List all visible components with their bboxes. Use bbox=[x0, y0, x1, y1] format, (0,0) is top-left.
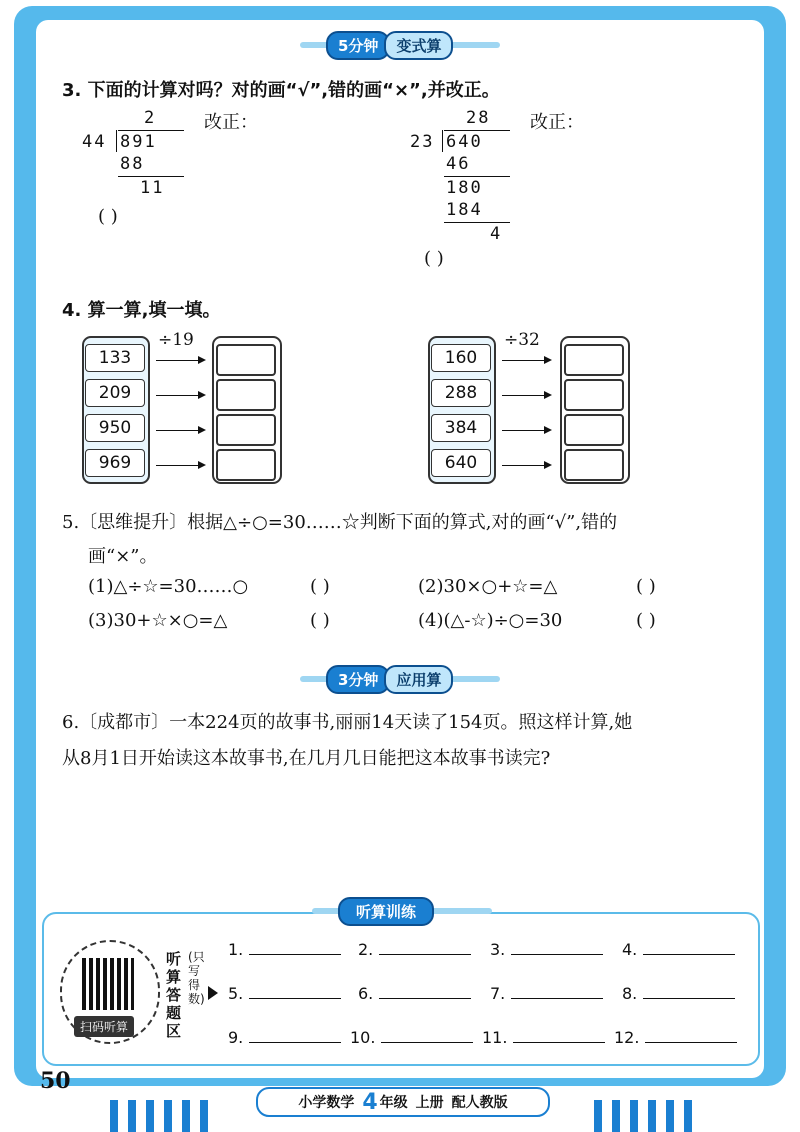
q4-right-answer-box[interactable] bbox=[564, 379, 624, 411]
decor-stripe bbox=[110, 1100, 118, 1132]
q3-left-answer-paren[interactable]: ( ) bbox=[98, 206, 118, 227]
q5-item-paren[interactable]: ( ) bbox=[636, 576, 656, 597]
listening-title: 听算训练 bbox=[338, 897, 434, 926]
division-bar bbox=[444, 130, 510, 131]
decor-stripe bbox=[630, 1100, 638, 1132]
badge-label: 变式算 bbox=[384, 31, 453, 60]
q3-right-remainder: 4 bbox=[490, 224, 503, 244]
q4-left-answer-box[interactable] bbox=[216, 344, 276, 376]
q4-right-answer-box[interactable] bbox=[564, 344, 624, 376]
q3-left-remainder: 11 bbox=[140, 178, 165, 198]
qr-label: 扫码听算 bbox=[74, 1016, 134, 1037]
arrow-icon bbox=[156, 430, 204, 431]
q4-prompt: 4. 算一算,填一填。 bbox=[62, 300, 221, 321]
q5-item-paren[interactable]: ( ) bbox=[636, 610, 656, 631]
q5-item-paren[interactable]: ( ) bbox=[310, 610, 330, 631]
decor-stripe bbox=[200, 1100, 208, 1132]
q4-right-answer-box[interactable] bbox=[564, 449, 624, 481]
q3-right-divisor: 23 bbox=[410, 132, 435, 152]
q4-left-value: 133 bbox=[85, 344, 145, 372]
q6-line2: 从8月1日开始读这本故事书,在几月几日能把这本故事书读完? bbox=[62, 748, 551, 769]
q4-right-value: 640 bbox=[431, 449, 491, 477]
badge-time: 3分钟 bbox=[326, 665, 390, 694]
division-line bbox=[444, 176, 510, 177]
q5-item-paren[interactable]: ( ) bbox=[310, 576, 330, 597]
arrow-icon bbox=[156, 465, 204, 466]
q6-line1: 6.〔成都市〕一本224页的故事书,丽丽14天读了154页。照这样计算,她 bbox=[62, 712, 633, 733]
q4-right-value: 384 bbox=[431, 414, 491, 442]
arrow-icon bbox=[156, 360, 204, 361]
q3-right-correct-label: 改正： bbox=[530, 112, 584, 133]
answer-area-note: (只写得数) bbox=[188, 950, 205, 1006]
answer-area-label: 听算答题区 bbox=[166, 950, 182, 1040]
q3-left-quotient: 2 bbox=[144, 108, 157, 128]
arrow-icon bbox=[502, 465, 550, 466]
q3-right-quotient: 28 bbox=[466, 108, 491, 128]
q3-left-correct-label: 改正： bbox=[204, 112, 258, 133]
badge-label: 应用算 bbox=[384, 665, 453, 694]
q4-right-value: 160 bbox=[431, 344, 491, 372]
decor-stripe bbox=[684, 1100, 692, 1132]
q3-left-step: 88 bbox=[120, 154, 145, 174]
decor-stripe bbox=[594, 1100, 602, 1132]
q3-right-step1: 46 bbox=[446, 154, 471, 174]
page-number: 50 bbox=[40, 1068, 71, 1094]
listening-blank[interactable]: 9. bbox=[228, 1028, 341, 1047]
q4-left-answer-box[interactable] bbox=[216, 449, 276, 481]
decor-stripe bbox=[128, 1100, 136, 1132]
q4-left-value: 950 bbox=[85, 414, 145, 442]
q4-left-answer-box[interactable] bbox=[216, 414, 276, 446]
q4-left-answer-box[interactable] bbox=[216, 379, 276, 411]
q5-item: (3)30+☆×○=△ bbox=[88, 610, 228, 631]
listening-title-badge bbox=[312, 898, 492, 924]
qr-code-icon[interactable] bbox=[82, 958, 134, 1010]
q4-left-value: 969 bbox=[85, 449, 145, 477]
listening-blank[interactable]: 5. bbox=[228, 984, 341, 1003]
arrow-icon bbox=[502, 360, 550, 361]
listening-blank[interactable]: 1. bbox=[228, 940, 341, 959]
decor-stripe bbox=[666, 1100, 674, 1132]
division-bracket bbox=[116, 130, 117, 152]
listening-blank[interactable]: 6. bbox=[358, 984, 471, 1003]
decor-stripe bbox=[182, 1100, 190, 1132]
q4-right-value: 288 bbox=[431, 379, 491, 407]
footer-grade: 年级 bbox=[379, 1095, 408, 1111]
q3-right-dividend: 640 bbox=[446, 132, 483, 152]
book-footer bbox=[256, 1087, 550, 1117]
footer-volume: 上册 bbox=[415, 1095, 444, 1111]
q3-prompt: 3. 下面的计算对吗？对的画“√”,错的画“×”,并改正。 bbox=[62, 80, 500, 101]
listening-blank[interactable]: 7. bbox=[490, 984, 603, 1003]
division-line bbox=[444, 222, 510, 223]
q5-prompt-line1: 5.〔思维提升〕根据△÷○=30……☆判断下面的算式,对的画“√”,错的 bbox=[62, 512, 618, 533]
q5-prompt-line2: 画“×”。 bbox=[88, 546, 158, 567]
decor-stripe bbox=[146, 1100, 154, 1132]
arrow-icon bbox=[502, 395, 550, 396]
q4-right-operator: ÷32 bbox=[504, 330, 540, 350]
badge-time: 5分钟 bbox=[326, 31, 390, 60]
q3-right-step2b: 184 bbox=[446, 200, 483, 220]
listening-blank[interactable]: 11. bbox=[482, 1028, 605, 1047]
arrow-icon bbox=[502, 430, 550, 431]
decor-stripe bbox=[648, 1100, 656, 1132]
q3-left-divisor: 44 bbox=[82, 132, 107, 152]
q3-right-answer-paren[interactable]: ( ) bbox=[424, 248, 444, 269]
q4-left-value: 209 bbox=[85, 379, 145, 407]
q3-left-dividend: 891 bbox=[120, 132, 157, 152]
arrow-icon bbox=[156, 395, 204, 396]
division-line bbox=[118, 176, 184, 177]
listening-blank[interactable]: 2. bbox=[358, 940, 471, 959]
division-bar bbox=[118, 130, 184, 131]
division-bracket bbox=[442, 130, 443, 152]
decor-stripe bbox=[164, 1100, 172, 1132]
listening-blank[interactable]: 3. bbox=[490, 940, 603, 959]
listening-blank[interactable]: 8. bbox=[622, 984, 735, 1003]
section-badge-variant bbox=[300, 32, 500, 58]
listening-blank[interactable]: 4. bbox=[622, 940, 735, 959]
q3-right-step2a: 180 bbox=[446, 178, 483, 198]
pointer-triangle-icon bbox=[208, 986, 218, 1000]
q5-item: (2)30×○+☆=△ bbox=[418, 576, 558, 597]
listening-blank[interactable]: 10. bbox=[350, 1028, 473, 1047]
footer-edition: 配人教版 bbox=[451, 1095, 508, 1111]
decor-stripe bbox=[612, 1100, 620, 1132]
footer-grade-number: 4 bbox=[362, 1089, 378, 1115]
q5-item: (1)△÷☆=30……○ bbox=[88, 576, 249, 597]
q4-right-answer-box[interactable] bbox=[564, 414, 624, 446]
listening-blank[interactable]: 12. bbox=[614, 1028, 737, 1047]
footer-subject: 小学数学 bbox=[298, 1095, 355, 1111]
section-badge-application bbox=[300, 666, 500, 692]
q4-left-operator: ÷19 bbox=[158, 330, 194, 350]
q5-item: (4)(△-☆)÷○=30 bbox=[418, 610, 563, 631]
